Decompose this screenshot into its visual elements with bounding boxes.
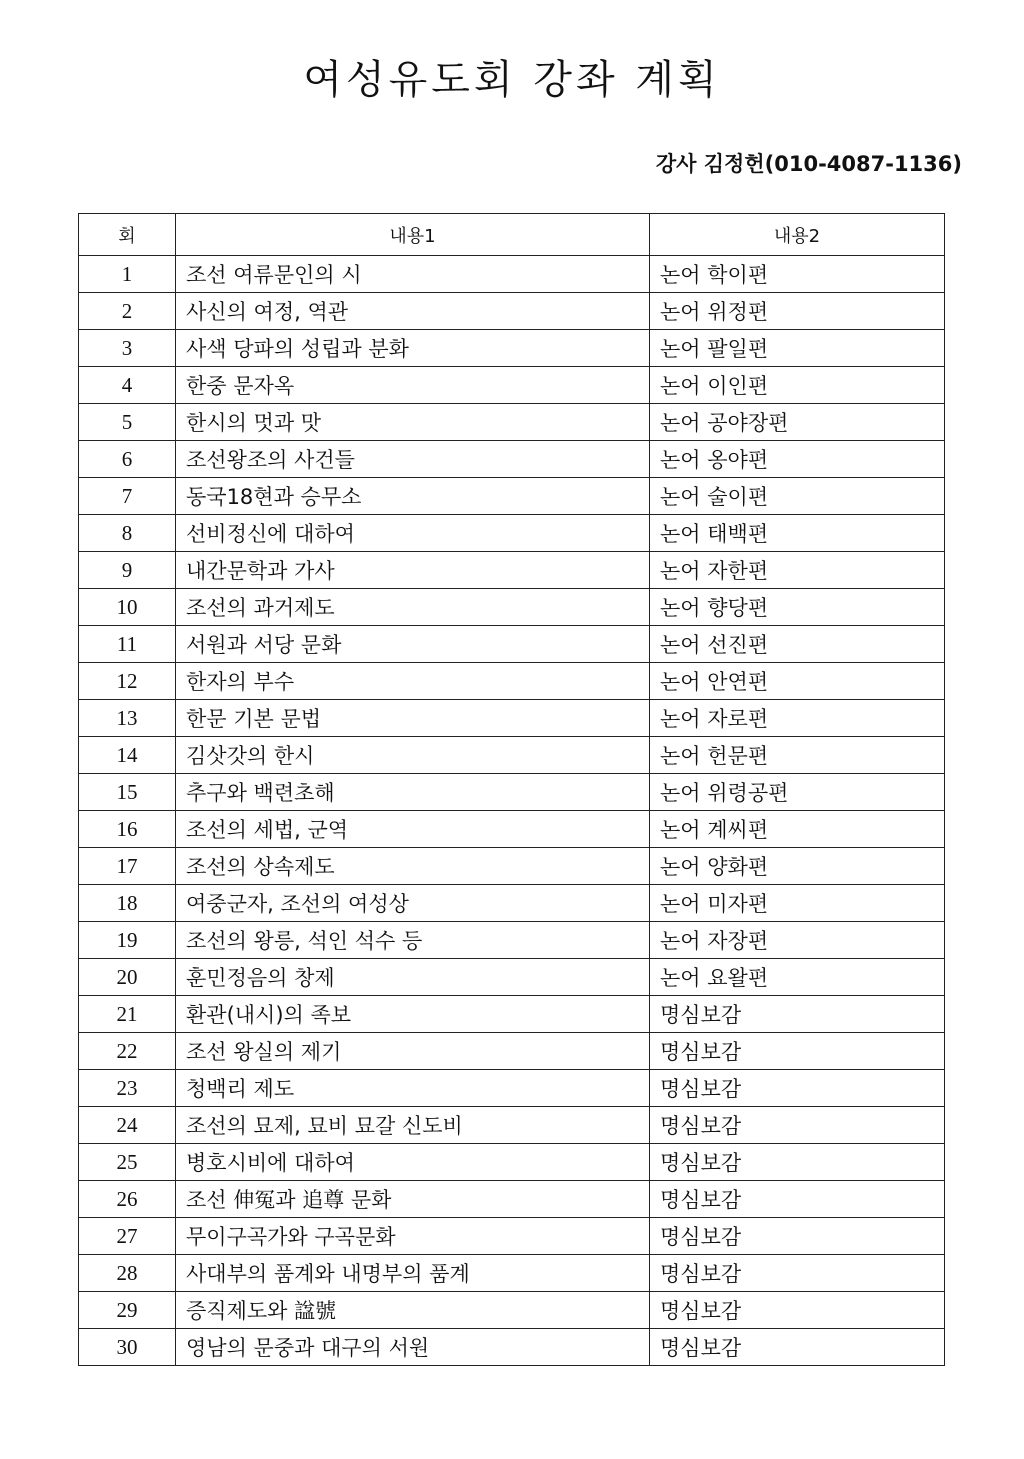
content1-cell: 조선 여류문인의 시 bbox=[176, 256, 650, 293]
content2-cell: 논어 향당편 bbox=[650, 589, 945, 626]
table-row bbox=[79, 1218, 945, 1255]
content2-cell: 논어 요왈편 bbox=[650, 959, 945, 996]
table-row bbox=[79, 626, 945, 663]
content1-cell: 환관(내시)의 족보 bbox=[176, 996, 650, 1033]
table-row bbox=[79, 848, 945, 885]
content2-cell: 논어 옹야편 bbox=[650, 441, 945, 478]
content2-cell: 논어 학이편 bbox=[650, 256, 945, 293]
table-row bbox=[79, 293, 945, 330]
session-number: 18 bbox=[79, 885, 176, 922]
content1-cell: 추구와 백련초해 bbox=[176, 774, 650, 811]
content1-cell: 한시의 멋과 맛 bbox=[176, 404, 650, 441]
table-row bbox=[79, 811, 945, 848]
content2-cell: 논어 자한편 bbox=[650, 552, 945, 589]
content1-cell: 서원과 서당 문화 bbox=[176, 626, 650, 663]
table-row bbox=[79, 1070, 945, 1107]
session-number: 30 bbox=[79, 1329, 176, 1366]
content2-cell: 논어 위정편 bbox=[650, 293, 945, 330]
session-number: 10 bbox=[79, 589, 176, 626]
content2-cell: 논어 태백편 bbox=[650, 515, 945, 552]
content2-cell: 논어 공야장편 bbox=[650, 404, 945, 441]
content2-cell: 논어 미자편 bbox=[650, 885, 945, 922]
session-number: 15 bbox=[79, 774, 176, 811]
table-row bbox=[79, 515, 945, 552]
content2-cell: 명심보감 bbox=[650, 1181, 945, 1218]
session-number: 4 bbox=[79, 367, 176, 404]
session-number: 22 bbox=[79, 1033, 176, 1070]
header-session: 회 bbox=[79, 214, 176, 256]
session-number: 14 bbox=[79, 737, 176, 774]
table-row bbox=[79, 996, 945, 1033]
table-row bbox=[79, 404, 945, 441]
session-number: 3 bbox=[79, 330, 176, 367]
content2-cell: 명심보감 bbox=[650, 1292, 945, 1329]
content2-cell: 명심보감 bbox=[650, 1107, 945, 1144]
content1-cell: 동국18현과 승무소 bbox=[176, 478, 650, 515]
session-number: 19 bbox=[79, 922, 176, 959]
header-content2: 내용2 bbox=[650, 214, 945, 256]
header-content1: 내용1 bbox=[176, 214, 650, 256]
table-row bbox=[79, 1107, 945, 1144]
content1-cell: 증직제도와 諡號 bbox=[176, 1292, 650, 1329]
table-row bbox=[79, 1033, 945, 1070]
content1-cell: 여중군자, 조선의 여성상 bbox=[176, 885, 650, 922]
table-row bbox=[79, 1144, 945, 1181]
content1-cell: 조선의 과거제도 bbox=[176, 589, 650, 626]
content1-cell: 선비정신에 대하여 bbox=[176, 515, 650, 552]
content2-cell: 논어 자로편 bbox=[650, 700, 945, 737]
table-row bbox=[79, 1255, 945, 1292]
session-number: 9 bbox=[79, 552, 176, 589]
content1-cell: 사대부의 품계와 내명부의 품계 bbox=[176, 1255, 650, 1292]
table-row bbox=[79, 885, 945, 922]
content1-cell: 조선의 묘제, 묘비 묘갈 신도비 bbox=[176, 1107, 650, 1144]
content2-cell: 명심보감 bbox=[650, 1033, 945, 1070]
content2-cell: 명심보감 bbox=[650, 1144, 945, 1181]
session-number: 8 bbox=[79, 515, 176, 552]
content2-cell: 논어 계씨편 bbox=[650, 811, 945, 848]
table-row bbox=[79, 552, 945, 589]
table-row bbox=[79, 367, 945, 404]
table-row bbox=[79, 256, 945, 293]
content1-cell: 조선 왕실의 제기 bbox=[176, 1033, 650, 1070]
session-number: 24 bbox=[79, 1107, 176, 1144]
session-number: 29 bbox=[79, 1292, 176, 1329]
session-number: 16 bbox=[79, 811, 176, 848]
session-number: 28 bbox=[79, 1255, 176, 1292]
content2-cell: 논어 선진편 bbox=[650, 626, 945, 663]
session-number: 1 bbox=[79, 256, 176, 293]
table-row bbox=[79, 663, 945, 700]
content1-cell: 조선의 상속제도 bbox=[176, 848, 650, 885]
content1-cell: 한자의 부수 bbox=[176, 663, 650, 700]
table-row bbox=[79, 737, 945, 774]
content1-cell: 김삿갓의 한시 bbox=[176, 737, 650, 774]
content1-cell: 사색 당파의 성립과 분화 bbox=[176, 330, 650, 367]
content1-cell: 조선의 세법, 군역 bbox=[176, 811, 650, 848]
content1-cell: 청백리 제도 bbox=[176, 1070, 650, 1107]
content2-cell: 명심보감 bbox=[650, 996, 945, 1033]
content2-cell: 논어 술이편 bbox=[650, 478, 945, 515]
content1-cell: 한중 문자옥 bbox=[176, 367, 650, 404]
session-number: 20 bbox=[79, 959, 176, 996]
session-number: 5 bbox=[79, 404, 176, 441]
table-row bbox=[79, 700, 945, 737]
table-row bbox=[79, 774, 945, 811]
lecture-schedule-table bbox=[78, 213, 945, 1366]
content1-cell: 사신의 여정, 역관 bbox=[176, 293, 650, 330]
lecturer-info: 강사 김정헌(010-4087-1136) bbox=[655, 152, 962, 176]
session-number: 7 bbox=[79, 478, 176, 515]
content2-cell: 명심보감 bbox=[650, 1329, 945, 1366]
content2-cell: 논어 이인편 bbox=[650, 367, 945, 404]
content2-cell: 명심보감 bbox=[650, 1218, 945, 1255]
content2-cell: 논어 헌문편 bbox=[650, 737, 945, 774]
content1-cell: 조선의 왕릉, 석인 석수 등 bbox=[176, 922, 650, 959]
session-number: 11 bbox=[79, 626, 176, 663]
session-number: 2 bbox=[79, 293, 176, 330]
table-row bbox=[79, 330, 945, 367]
session-number: 26 bbox=[79, 1181, 176, 1218]
content2-cell: 논어 안연편 bbox=[650, 663, 945, 700]
table-header-row bbox=[79, 214, 945, 256]
session-number: 17 bbox=[79, 848, 176, 885]
page-title: 여성유도회 강좌 계획 bbox=[303, 57, 721, 103]
table-row bbox=[79, 589, 945, 626]
content1-cell: 훈민정음의 창제 bbox=[176, 959, 650, 996]
content1-cell: 조선 伸冤과 追尊 문화 bbox=[176, 1181, 650, 1218]
content1-cell: 영남의 문중과 대구의 서원 bbox=[176, 1329, 650, 1366]
session-number: 13 bbox=[79, 700, 176, 737]
session-number: 27 bbox=[79, 1218, 176, 1255]
content2-cell: 논어 팔일편 bbox=[650, 330, 945, 367]
session-number: 12 bbox=[79, 663, 176, 700]
content2-cell: 명심보감 bbox=[650, 1255, 945, 1292]
content1-cell: 조선왕조의 사건들 bbox=[176, 441, 650, 478]
content2-cell: 논어 양화편 bbox=[650, 848, 945, 885]
table-row bbox=[79, 1181, 945, 1218]
table-row bbox=[79, 922, 945, 959]
content1-cell: 무이구곡가와 구곡문화 bbox=[176, 1218, 650, 1255]
content2-cell: 논어 자장편 bbox=[650, 922, 945, 959]
table-row bbox=[79, 959, 945, 996]
session-number: 23 bbox=[79, 1070, 176, 1107]
content2-cell: 명심보감 bbox=[650, 1070, 945, 1107]
content1-cell: 병호시비에 대하여 bbox=[176, 1144, 650, 1181]
session-number: 21 bbox=[79, 996, 176, 1033]
content1-cell: 한문 기본 문법 bbox=[176, 700, 650, 737]
content1-cell: 내간문학과 가사 bbox=[176, 552, 650, 589]
table-row bbox=[79, 441, 945, 478]
session-number: 25 bbox=[79, 1144, 176, 1181]
table-row bbox=[79, 1292, 945, 1329]
table-row bbox=[79, 478, 945, 515]
content2-cell: 논어 위령공편 bbox=[650, 774, 945, 811]
session-number: 6 bbox=[79, 441, 176, 478]
table-row bbox=[79, 1329, 945, 1366]
